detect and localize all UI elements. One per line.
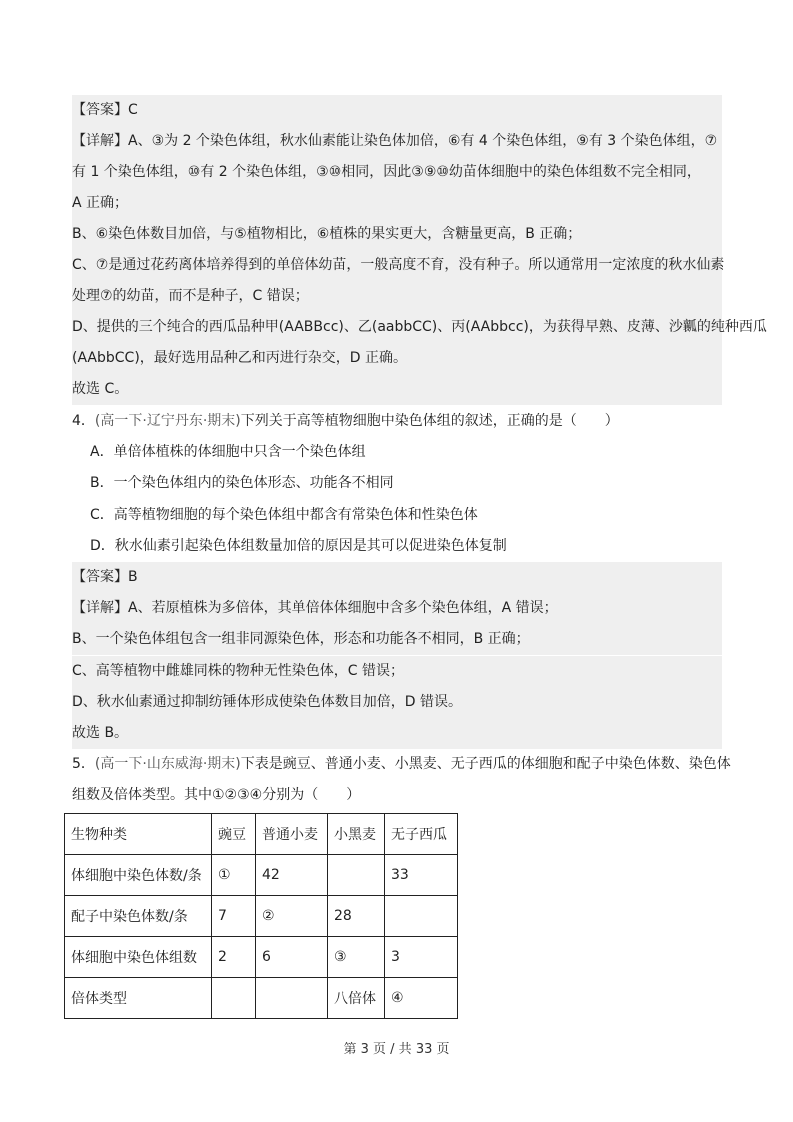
table-cell: 生物种类 xyxy=(65,814,212,855)
table-cell: 7 xyxy=(212,896,256,937)
table-cell: 33 xyxy=(385,855,458,896)
conclusion-line: 故选 B。 xyxy=(72,718,722,749)
question-5-stem xyxy=(0,749,793,780)
question-number: 5． xyxy=(72,756,95,772)
question-text: 下表是豌豆、普通小麦、小黑麦、无子西瓜的体细胞和配子中染色体数、染色体 xyxy=(240,756,731,772)
table-cell: 配子中染色体数/条 xyxy=(65,896,212,937)
table-cell: 28 xyxy=(328,896,385,937)
table-cell: 普通小麦 xyxy=(256,814,328,855)
table-cell: 小黑麦 xyxy=(328,814,385,855)
page-footer: 第 3 页 / 共 33 页 xyxy=(343,1042,450,1057)
explanation-line: 【详解】A、③为 2 个染色体组，秋水仙素能让染色体加倍，⑥有 4 个染色体组，⑨有 3 个染色体组，⑦ xyxy=(72,126,722,157)
table-row xyxy=(65,855,458,896)
answer-label: 【答案】B xyxy=(72,562,722,593)
table-cell: 3 xyxy=(385,937,458,978)
explanation-line: B、一个染色体组包含一组非同源染色体，形态和功能各不相同，B 正确； xyxy=(72,624,722,655)
table-cell: ③ xyxy=(328,937,385,978)
table-cell: 豌豆 xyxy=(212,814,256,855)
table-cell xyxy=(256,978,328,1019)
table-cell: 倍体类型 xyxy=(65,978,212,1019)
table-cell: ④ xyxy=(385,978,458,1019)
table-cell: ① xyxy=(212,855,256,896)
table-cell: 42 xyxy=(256,855,328,896)
table-cell: ② xyxy=(256,896,328,937)
explanation-line: D、秋水仙素通过抑制纺锤体形成使染色体数目加倍，D 错误。 xyxy=(72,687,722,718)
table-header-row xyxy=(65,814,458,855)
table-row xyxy=(65,978,458,1019)
option-d: D．秋水仙素引起染色体组数量加倍的原因是其可以促进染色体复制 xyxy=(90,538,507,554)
explanation-line: B、⑥染色体数目加倍，与⑤植物相比，⑥植株的果实更大，含糖量更高，B 正确； xyxy=(72,219,722,250)
chromosome-table xyxy=(64,813,458,1019)
conclusion-line: 故选 C。 xyxy=(72,374,722,405)
explanation-line: C、高等植物中雌雄同株的物种无性染色体，C 错误； xyxy=(72,656,722,687)
explanation-line: 有 1 个染色体组，⑩有 2 个染色体组，③⑩相同，因此③⑨⑩幼苗体细胞中的染色体组数不完全相同， xyxy=(72,157,722,188)
explanation-line: 【详解】A、若原植株为多倍体，其单倍体体细胞中含多个染色体组，A 错误； xyxy=(72,593,722,624)
table-cell xyxy=(212,978,256,1019)
question-4-stem xyxy=(0,406,793,437)
explanation-line: D、提供的三个纯合的西瓜品种甲(AABBcc)、乙(aabbCC)、丙(AAbbcc)，为获得早熟、皮薄、沙瓤的纯种西瓜 xyxy=(72,312,722,343)
table-cell: 体细胞中染色体数/条 xyxy=(65,855,212,896)
table-cell xyxy=(328,855,385,896)
question-source: (高一下·辽宁丹东·期末) xyxy=(94,413,241,429)
question-text: 下列关于高等植物细胞中染色体组的叙述，正确的是（ ） xyxy=(240,413,619,429)
question-number: 4． xyxy=(72,413,95,429)
question-source: (高一下·山东威海·期末) xyxy=(94,756,241,772)
option-b: B．一个染色体组内的染色体形态、功能各不相同 xyxy=(90,475,394,491)
table-cell: 6 xyxy=(256,937,328,978)
table-cell xyxy=(385,896,458,937)
explanation-line: (AAbbCC)，最好选用品种乙和丙进行杂交，D 正确。 xyxy=(72,343,722,374)
table-cell: 八倍体 xyxy=(328,978,385,1019)
table-cell: 体细胞中染色体组数 xyxy=(65,937,212,978)
answer-label: 【答案】C xyxy=(72,95,722,126)
explanation-line: C、⑦是通过花药离体培养得到的单倍体幼苗，一般高度不育，没有种子。所以通常用一定浓度的秋水仙素 xyxy=(72,250,722,281)
table-cell: 2 xyxy=(212,937,256,978)
option-a: A．单倍体植株的体细胞中只含一个染色体组 xyxy=(90,444,366,460)
question-5-stem-cont: 组数及倍体类型。其中①②③④分别为（ ） xyxy=(72,787,361,803)
explanation-line: A 正确； xyxy=(72,188,722,219)
table-cell: 无子西瓜 xyxy=(385,814,458,855)
table-row xyxy=(65,896,458,937)
explanation-line: 处理⑦的幼苗，而不是种子，C 错误； xyxy=(72,281,722,312)
table-row xyxy=(65,937,458,978)
option-c: C．高等植物细胞的每个染色体组中都含有常染色体和性染色体 xyxy=(90,507,478,523)
